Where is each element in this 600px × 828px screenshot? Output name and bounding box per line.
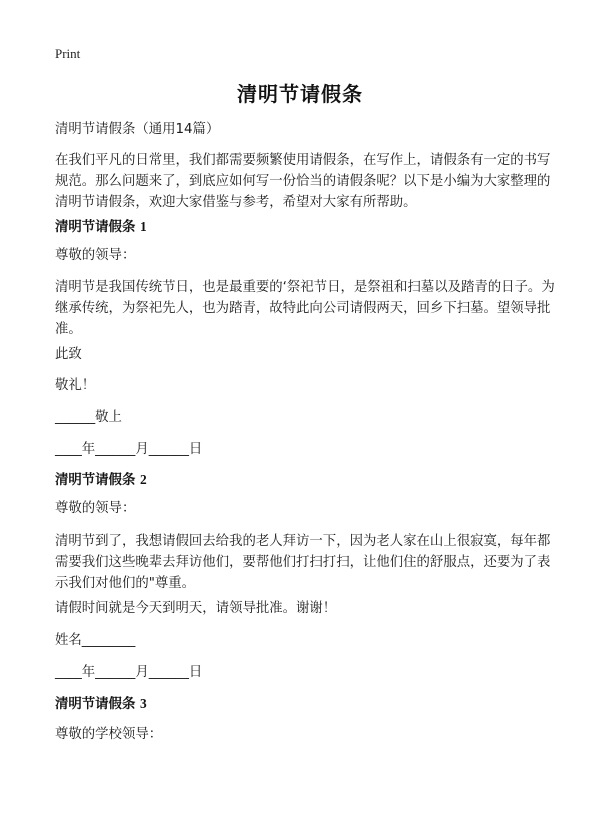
- print-link[interactable]: Print: [55, 46, 81, 61]
- signature-1: ______敬上: [55, 410, 122, 425]
- section-number: 3: [140, 696, 147, 711]
- section-number: 1: [140, 219, 147, 234]
- body-1: 清明节是我国传统节日，也是最重要的‘祭祀节日，是祭祖和扫墓以及踏青的日子。为继承传统，为祭祀先人，也为踏青，故特此向公司请假两天，回乡下扫墓。望领导批准。: [55, 280, 555, 337]
- section-heading-1: [55, 216, 555, 238]
- greeting-2: 尊敬的领导：: [55, 501, 136, 516]
- section-heading-2: [55, 469, 555, 491]
- section-heading-text: 清明节请假条: [55, 220, 136, 235]
- intro-paragraph: 在我们平凡的日常里，我们都需要频繁使用请假条，在写作上，请假条有一定的书写规范。那么问题来了，到底应如何写一份恰当的请假条呢？以下是小编为大家整理的清明节请假条，欢迎大家借鉴与参考，希望对大家有所帮助。: [55, 153, 551, 210]
- section-heading-text: 清明节请假条: [55, 473, 136, 488]
- name-line-2: 姓名________: [55, 633, 136, 648]
- section-heading-3: [55, 693, 555, 715]
- body-2: 清明节到了，我想请假回去给我的老人拜访一下，因为老人家在山上很寂寞，每年都需要我们这些晚辈去拜访他们，要帮他们打扫打扫，让他们住的舒服点，还要为了表示我们对他们的"尊重。: [55, 534, 551, 591]
- date-line-1: ____年______月______日: [55, 442, 203, 457]
- closing-2: 敬礼！: [55, 378, 96, 393]
- section-number: 2: [140, 472, 147, 487]
- greeting-3: 尊敬的学校领导：: [55, 727, 163, 742]
- closing-1: 此致: [55, 347, 82, 362]
- page-title: 清明节请假条: [237, 82, 363, 106]
- section-heading-text: 清明节请假条: [55, 697, 136, 712]
- date-line-2: ____年______月______日: [55, 665, 203, 680]
- request-2: 请假时间就是今天到明天，请领导批准。谢谢！: [55, 601, 337, 616]
- greeting-1: 尊敬的领导：: [55, 248, 136, 263]
- subtitle: 清明节请假条（通用14篇）: [55, 122, 220, 137]
